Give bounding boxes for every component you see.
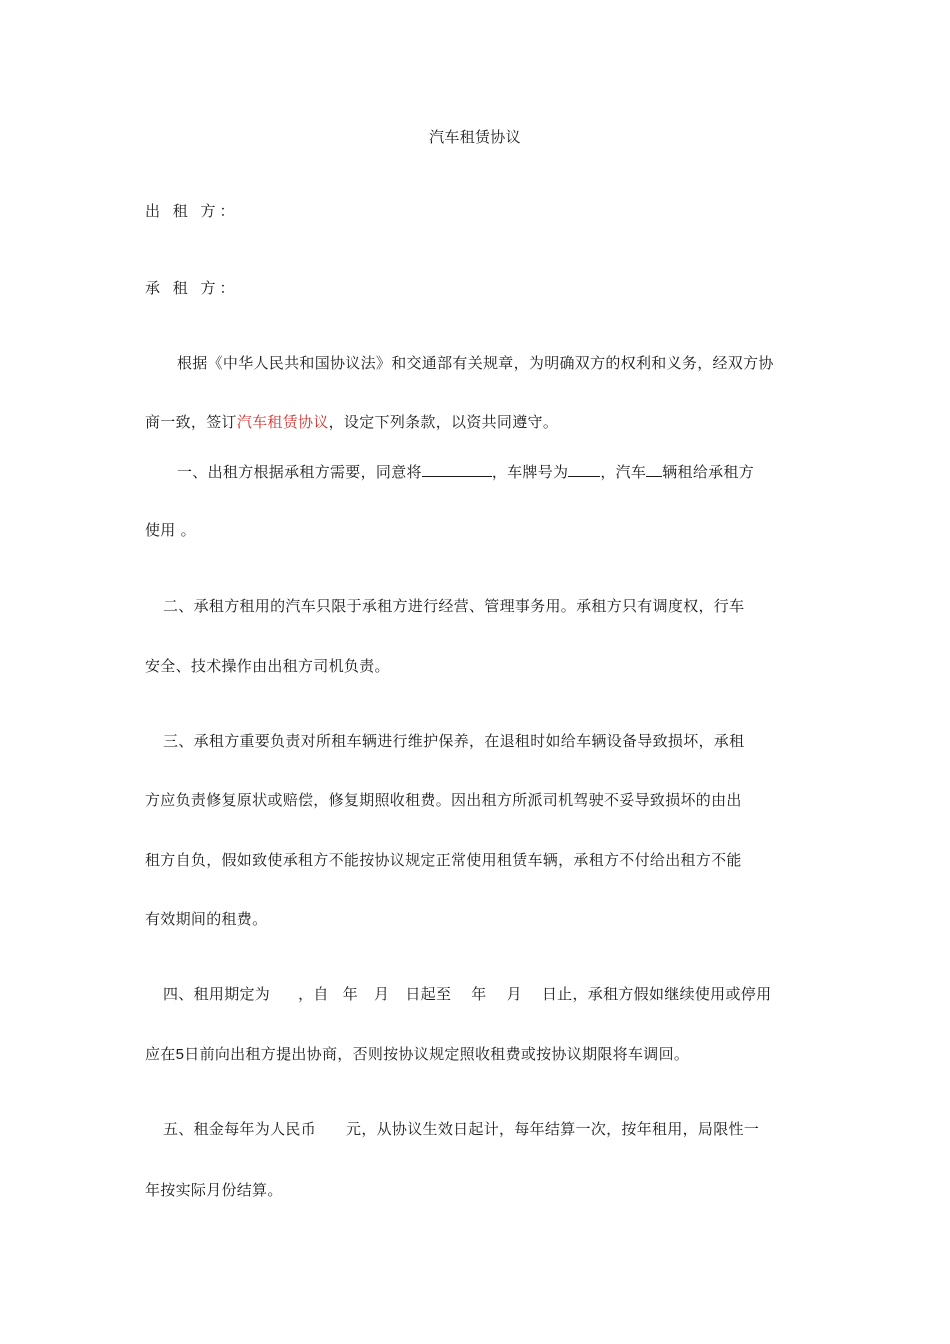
start-month-label: 月 xyxy=(374,985,390,1003)
document-title: 汽车租赁协议 xyxy=(429,128,521,146)
clause-5-line-1 xyxy=(163,1119,759,1139)
agreement-link[interactable]: 汽车租赁协议 xyxy=(236,413,329,431)
clause-1-text-d: 辆租给承租方 xyxy=(662,463,755,481)
clause-3-line-3: 租方自负，假如致使承租方不能按协议规定正常使用租赁车辆，承租方不付给出租方不能 xyxy=(145,851,742,869)
clause-4-text-before: 应在 xyxy=(145,1045,176,1063)
clause-5-text: 元，从协议生效日起计，每年结算一次，按年租用，局限性一 xyxy=(346,1120,760,1138)
notice-days-value: 5 xyxy=(175,1046,185,1063)
clause-4-text-after: 日前向出租方提出协商，否则按协议规定照收租费或按协议期限将车调回。 xyxy=(184,1045,690,1063)
preamble-text-after: ，设定下列条款，以资共同遵守。 xyxy=(328,413,559,431)
rental-period-label: 四、租用期定为 xyxy=(163,985,271,1003)
annual-rent-label: 五、租金每年为人民币 xyxy=(163,1120,317,1138)
clause-1-line-2: 使用 。 xyxy=(145,521,196,539)
clause-3-line-2: 方应负责修复原状或赔偿，修复期照收租费。因出租方所派司机驾驶不妥导致损坏的由出 xyxy=(145,791,742,809)
clause-3-line-1: 三、承租方重要负责对所租车辆进行维护保养，在退租时如给车辆设备导致损坏，承租 xyxy=(163,732,745,750)
preamble-line-1: 根据《中华人民共和国协议法》和交通部有关规章，为明确双方的权利和义务，经双方协 xyxy=(177,354,774,372)
clause-1-text-c: ，汽车 xyxy=(600,463,647,481)
clause-3-line-4: 有效期间的租费。 xyxy=(145,910,268,928)
preamble-text-before: 商一致，签订 xyxy=(145,413,237,431)
start-year-label: 年 xyxy=(342,985,359,1003)
from-label: ，自 xyxy=(298,985,329,1003)
clause-1-text-b: ，车牌号为 xyxy=(491,463,569,481)
clause-5-line-2: 年按实际月份结算。 xyxy=(145,1181,283,1199)
vehicle-blank xyxy=(422,461,492,477)
car-count-blank xyxy=(646,461,662,477)
lessee-label: 承 租 方： xyxy=(145,279,239,297)
start-day-label: 日起至 xyxy=(405,985,452,1003)
clause-1-text-a: 一、出租方根据承租方需要，同意将 xyxy=(177,463,422,481)
preamble-line-2 xyxy=(145,412,558,432)
clause-4-line-2 xyxy=(145,1044,689,1065)
clause-2-line-1: 二、承租方租用的汽车只限于承租方进行经营、管理事务用。承租方只有调度权，行车 xyxy=(163,597,745,615)
end-month-label: 月 xyxy=(506,985,522,1003)
clause-2-line-2: 安全、技术操作由出租方司机负责。 xyxy=(145,657,390,675)
clause-1-line-1 xyxy=(177,461,754,482)
lessor-label: 出 租 方： xyxy=(145,202,239,220)
end-day-text: 日止，承租方假如继续使用或停用 xyxy=(541,985,772,1003)
plate-number-blank xyxy=(568,461,600,477)
clause-4-line-1 xyxy=(163,984,771,1004)
end-year-label: 年 xyxy=(471,985,487,1003)
